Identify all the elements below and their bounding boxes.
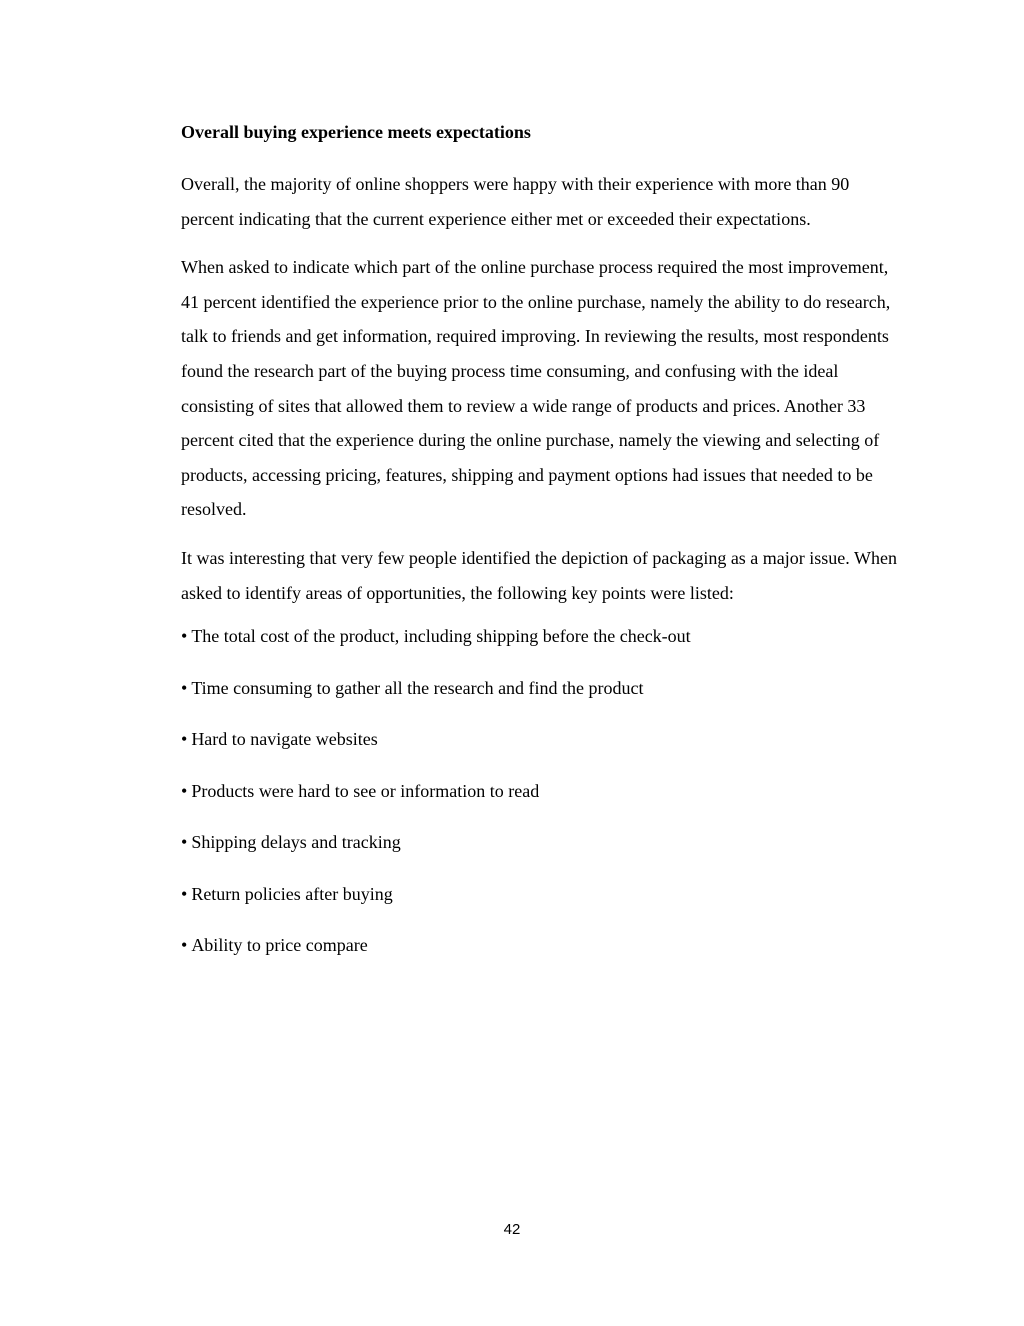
page-number: 42: [503, 1221, 521, 1238]
key-points-list: [181, 624, 906, 957]
section-heading: Overall buying experience meets expectations: [181, 122, 531, 142]
paragraph-improvement: When asked to indicate which part of the online purchase process required the most improvement, 41 percent identified the experience prior to the online purchase, namely the ability to do research, talk to friends and get information, required improving. In reviewing the results, most respondents found the research part of the buying process time consuming, and confusing with the ideal consisting of sites that allowed them to review a wide range of products and prices. Another 33 percent cited that the experience during the online purchase, namely the viewing and selecting of products, accessing pricing, features, shipping and payment options had issues that needed to be resolved.: [181, 257, 891, 520]
list-item: • Products were hard to see or information to read: [181, 779, 906, 803]
list-item: • The total cost of the product, including shipping before the check-out: [181, 624, 906, 648]
list-item: • Hard to navigate websites: [181, 727, 906, 751]
page-content: [181, 120, 906, 985]
list-item: • Return policies after buying: [181, 882, 906, 906]
paragraph-opportunities: It was interesting that very few people identified the depiction of packaging as a major issue. When asked to identify areas of opportunities, the following key points were listed:: [181, 547, 897, 603]
paragraph-overall: Overall, the majority of online shoppers were happy with their experience with more than 90 percent indicating that the current experience either met or exceeded their expectations.: [181, 174, 850, 229]
list-item: • Shipping delays and tracking: [181, 830, 906, 854]
list-item: • Ability to price compare: [181, 933, 906, 957]
list-item: • Time consuming to gather all the research and find the product: [181, 676, 906, 700]
